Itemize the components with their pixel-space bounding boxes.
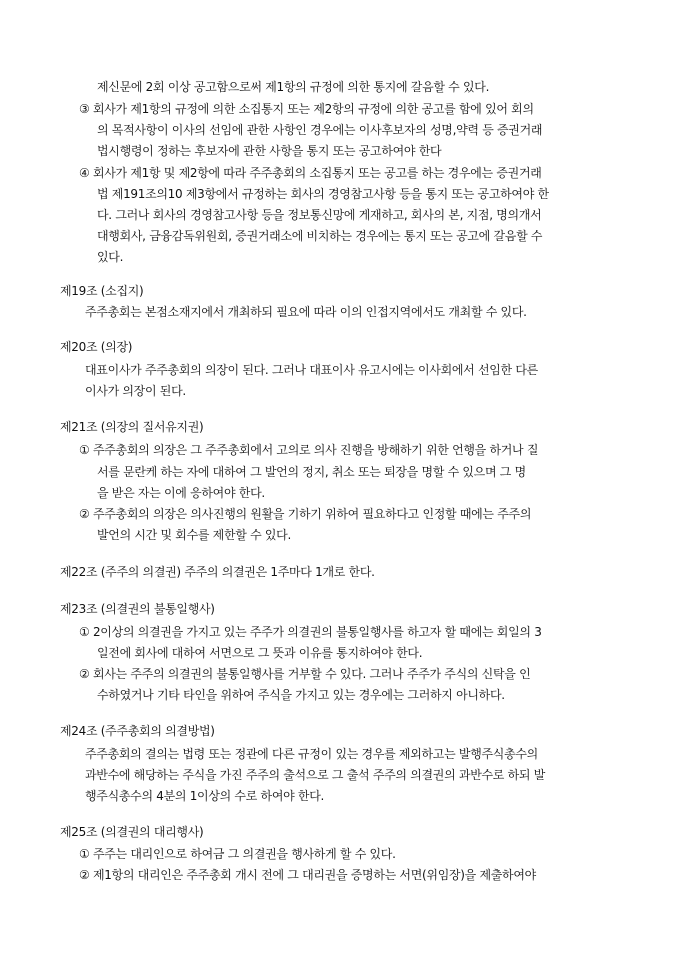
- text-line: 일전에 회사에 대하여 서면으로 그 뜻과 이유를 통지하여야 한다.: [97, 646, 423, 660]
- text-line: 이사가 의장이 된다.: [85, 384, 186, 398]
- text-line: 주주총회의 결의는 법령 또는 정관에 다른 규정이 있는 경우를 제외하고는 발행주식총수의: [85, 747, 538, 761]
- text-line: 과반수에 해당하는 주식을 가진 주주의 출석으로 그 출석 주주의 의결권의 과반수로 하되 발: [85, 768, 545, 782]
- text-line: 발언의 시간 및 회수를 제한할 수 있다.: [97, 528, 291, 542]
- text-line: 법 제191조의10 제3항에서 규정하는 회사의 경영참고사항 등을 통지 또는 공고하여야 한: [97, 187, 549, 201]
- list-item: ② 회사는 주주의 의결권의 불통일행사를 거부할 수 있다. 그러나 주주가 주식의 신탁을 인: [79, 667, 531, 681]
- list-item: ③ 회사가 제1항의 규정에 의한 소집통지 또는 제2항의 규정에 의한 공고를 함에 있어 회의: [79, 102, 534, 116]
- article-heading: 제24조 (주주총회의 의결방법): [60, 724, 215, 738]
- article-heading: 제20조 (의장): [60, 340, 133, 354]
- text-line: 다. 그러나 회사의 경영참고사항 등을 정보통신망에 게재하고, 회사의 본, 지점, 명의개서: [97, 208, 542, 222]
- text-line: 제신문에 2회 이상 공고함으로써 제1항의 규정에 의한 통지에 갈음할 수 있다.: [97, 80, 490, 94]
- text-line: 의 목적사항이 이사의 선임에 관한 사항인 경우에는 이사후보자의 성명,약력 등 증권거래: [97, 123, 543, 137]
- text-line: 서를 문란케 하는 자에 대하여 그 발언의 정지, 취소 또는 퇴장을 명할 수 있으며 그 명: [97, 465, 526, 479]
- article-heading: 제19조 (소집지): [60, 284, 144, 298]
- text-line: 있다.: [97, 250, 124, 264]
- text-line: 수하였거나 기타 타인을 위하여 주식을 가지고 있는 경우에는 그러하지 아니하다.: [97, 688, 505, 702]
- list-item: ② 제1항의 대리인은 주주총회 개시 전에 그 대리권을 증명하는 서면(위임장)을 제출하여야: [79, 868, 536, 882]
- text-line: 주주총회는 본점소재지에서 개최하되 필요에 따라 이의 인접지역에서도 개최할 수 있다.: [85, 305, 527, 319]
- text-line: 행주식총수의 4분의 1이상의 수로 하여야 한다.: [85, 789, 325, 803]
- text-line: 법시행령이 정하는 후보자에 관한 사항을 통지 또는 공고하여야 한다: [97, 144, 442, 158]
- article-heading: 제23조 (의결권의 불통일행사): [60, 602, 215, 616]
- article-heading: 제21조 (의장의 질서유지권): [60, 420, 204, 434]
- list-item: ④ 회사가 제1항 및 제2항에 따라 주주총회의 소집통지 또는 공고를 하는 경우에는 증권거래: [79, 166, 542, 180]
- text-line: 대행회사, 금융감독위원회, 증권거래소에 비치하는 경우에는 통지 또는 공고에 갈음할 수: [97, 229, 543, 243]
- list-item: ② 주주총회의 의장은 의사진행의 원활을 기하기 위하여 필요하다고 인정할 때에는 주주의: [79, 507, 532, 521]
- article-heading: 제25조 (의결권의 대리행사): [60, 825, 204, 839]
- text-line: 대표이사가 주주총회의 의장이 된다. 그러나 대표이사 유고시에는 이사회에서 선임한 다른: [85, 363, 538, 377]
- article-heading: 제22조 (주주의 의결권) 주주의 의결권은 1주마다 1개로 한다.: [60, 565, 375, 579]
- list-item: ① 주주총회의 의장은 그 주주총회에서 고의로 의사 진행을 방해하기 위한 언행을 하거나 질: [79, 443, 539, 457]
- list-item: ① 주주는 대리인으로 하여금 그 의결권을 행사하게 할 수 있다.: [79, 847, 396, 861]
- list-item: ① 2이상의 의결권을 가지고 있는 주주가 의결권의 불통일행사를 하고자 할 때에는 회일의 3: [79, 625, 542, 639]
- text-line: 을 받은 자는 이에 응하여야 한다.: [97, 486, 265, 500]
